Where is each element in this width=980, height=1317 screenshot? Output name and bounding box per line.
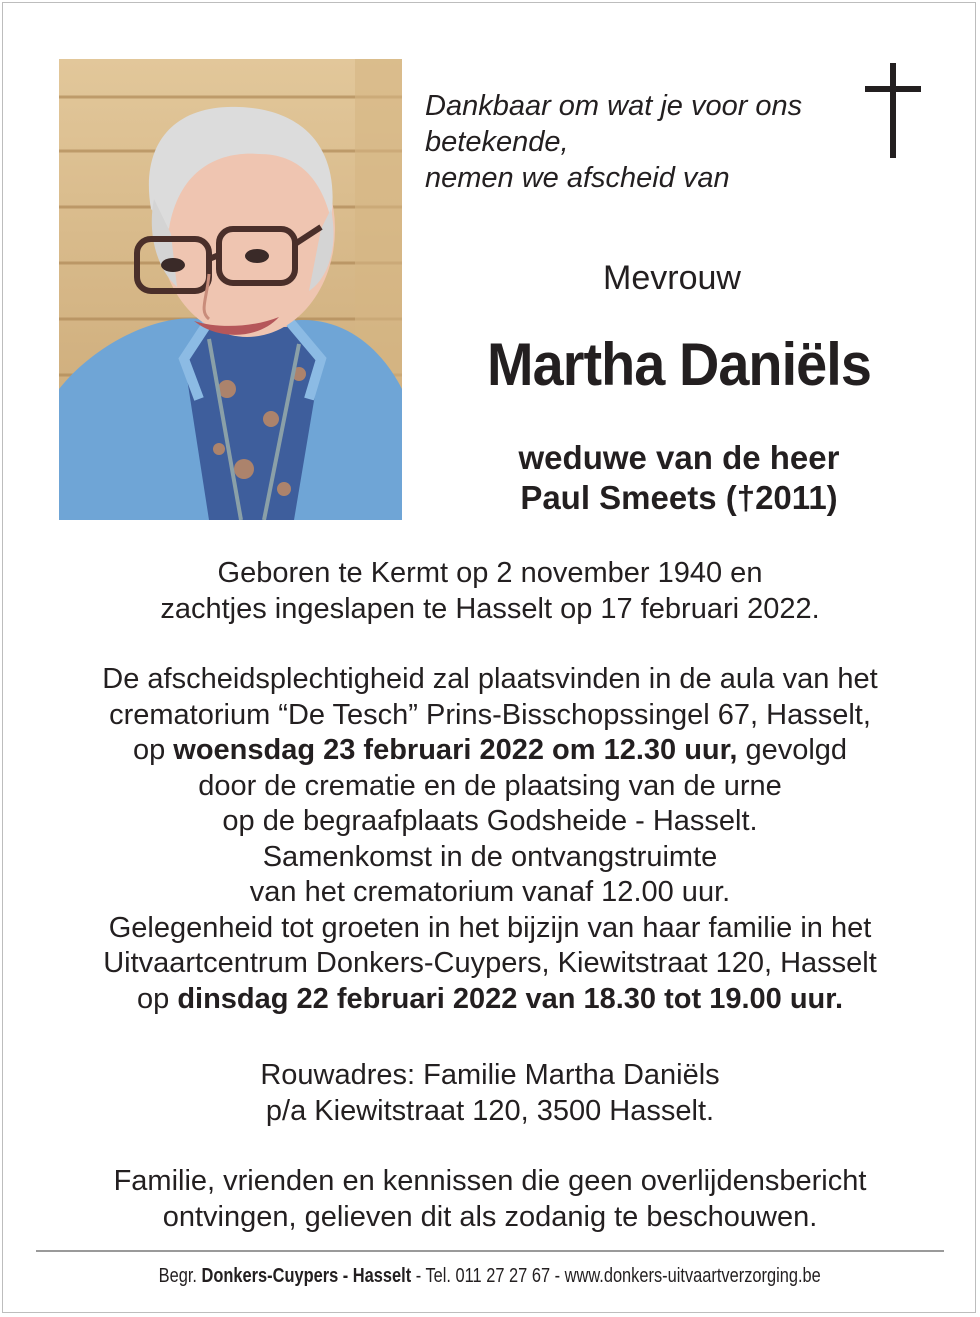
ceremony-line: Gelegenheid tot groeten in het bijzijn van haar familie in het (108, 911, 872, 944)
portrait-photo (59, 59, 402, 520)
birth-death-info (40, 556, 940, 627)
ceremony-line: Samenkomst in de ontvangstruimte (262, 840, 718, 873)
ceremony-line: crematorium “De Tesch” Prins-Bisschopssingel 67, Hasselt, (109, 698, 871, 731)
visitation-date: dinsdag 22 februari 2022 van 18.30 tot 19.00 uur. (177, 982, 843, 1015)
visitation-date-line: op dinsdag 22 februari 2022 van 18.30 tot 19.00 uur. (136, 982, 843, 1015)
funeral-home-name: Donkers-Cuypers - Hasselt (201, 1265, 412, 1287)
spouse-info (440, 438, 918, 518)
salutation: Mevrouw (603, 259, 741, 297)
cross-icon (865, 63, 921, 158)
intro-line: nemen we afscheid van (425, 162, 730, 194)
intro-line: betekende, (425, 126, 569, 158)
ceremony-info (40, 662, 940, 1017)
intro-line: Dankbaar om wat je voor ons (425, 90, 803, 122)
funeral-home-footer: Begr. Donkers-Cuypers - Hasselt - Tel. 011 27 27 67 - www.donkers-uitvaartverzorging.be (158, 1265, 822, 1287)
mourning-address (40, 1058, 940, 1129)
ceremony-line: door de crematie en de plaatsing van de urne (198, 769, 782, 802)
notice-text (40, 1164, 940, 1235)
ceremony-line: Uitvaartcentrum Donkers-Cuypers, Kiewitstraat 120, Hasselt (103, 947, 877, 979)
footer-divider (36, 1250, 944, 1252)
ceremony-line: van het crematorium vanaf 12.00 uur. (249, 876, 731, 908)
notice-line-1: Familie, vrienden en kennissen die geen overlijdensbericht (113, 1165, 867, 1197)
funeral-home-contact: - Tel. 011 27 27 67 - www.donkers-uitvaartverzorging.be (411, 1265, 822, 1287)
intro-text (425, 88, 855, 196)
notice-line-2: ontvingen, gelieven dit als zodanig te beschouwen. (162, 1200, 818, 1233)
ceremony-line: De afscheidsplechtigheid zal plaatsvinden in de aula van het (102, 663, 878, 695)
birth-line-1: Geboren te Kermt op 2 november 1940 en (217, 557, 763, 589)
spouse-line-1: weduwe van de heer (518, 439, 840, 476)
address-line-2: p/a Kiewitstraat 120, 3500 Hasselt. (265, 1094, 715, 1127)
ceremony-line: op de begraafplaats Godsheide - Hasselt. (222, 805, 758, 837)
ceremony-date-line: op woensdag 23 februari 2022 om 12.30 uur, gevolgd (132, 734, 848, 766)
spouse-line-2: Paul Smeets (†2011) (520, 479, 838, 516)
birth-line-2: zachtjes ingeslapen te Hasselt op 17 februari 2022. (160, 592, 820, 625)
deceased-name: Martha Daniëls (487, 331, 871, 398)
address-line-1: Rouwadres: Familie Martha Daniëls (260, 1059, 720, 1091)
ceremony-date: woensdag 23 februari 2022 om 12.30 uur, (173, 734, 738, 766)
